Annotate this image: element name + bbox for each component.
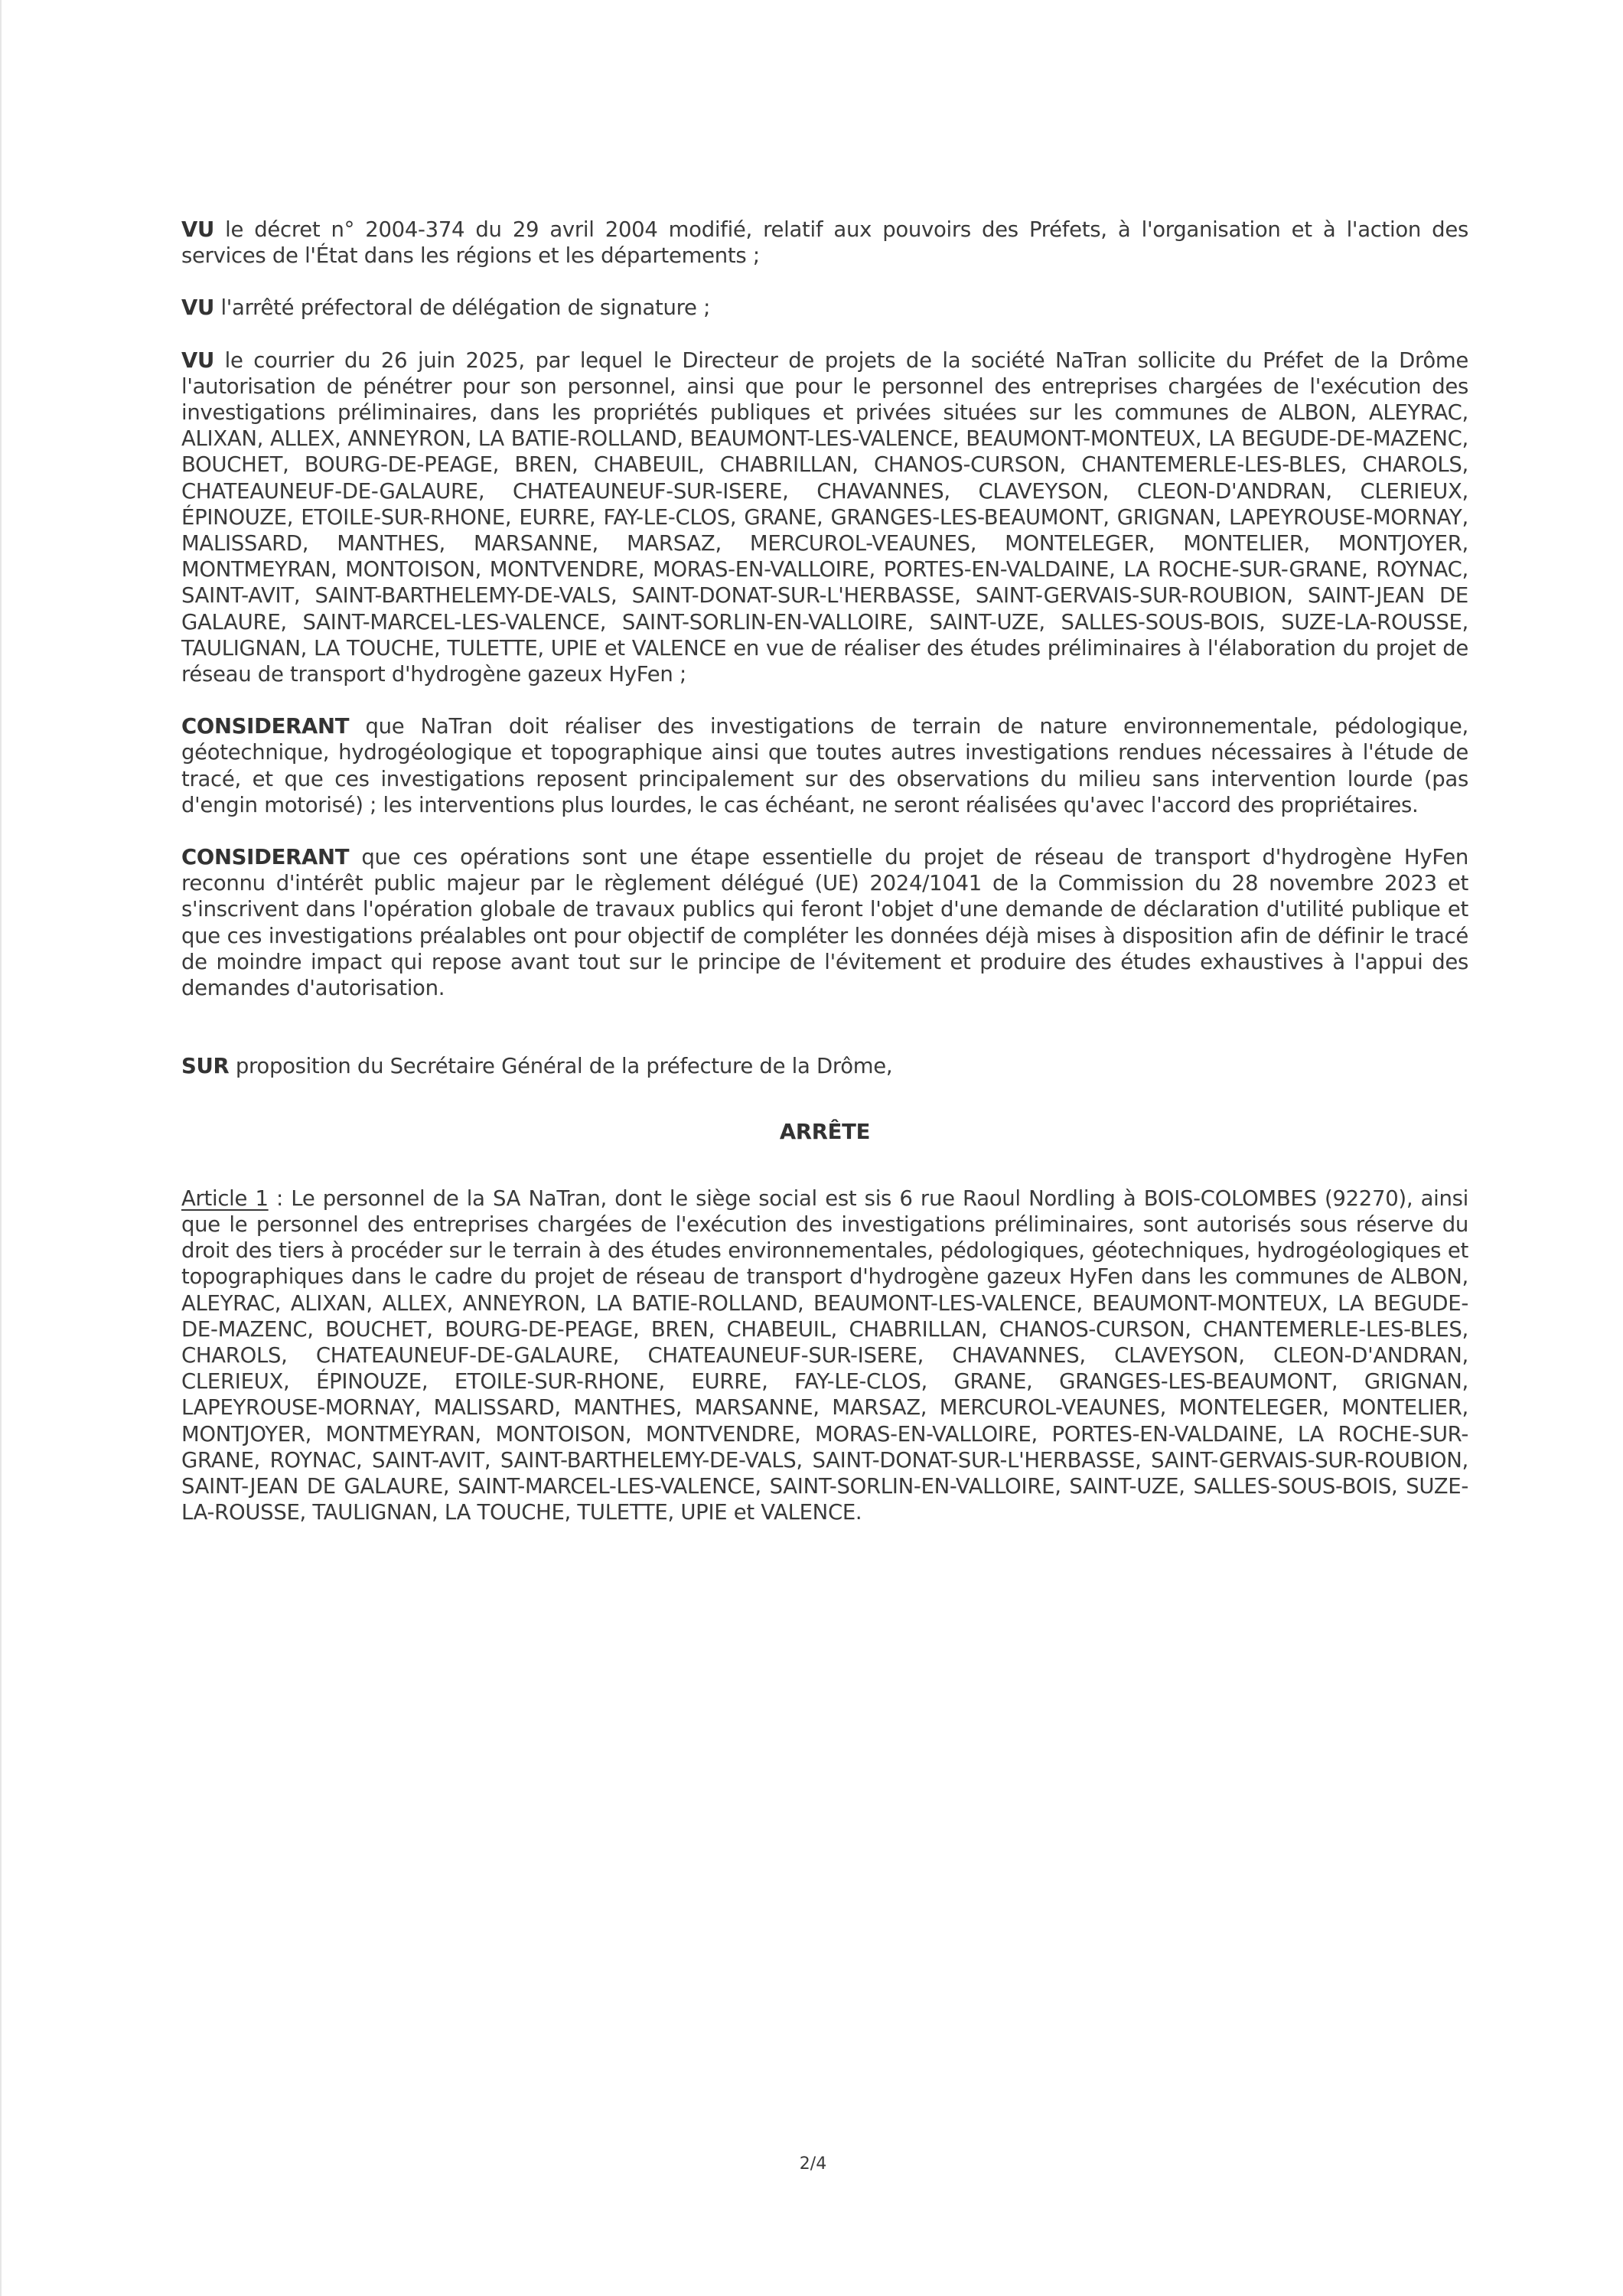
sur-proposition-text: proposition du Secrétaire Général de la préfecture de la Drôme, <box>229 1054 893 1079</box>
considerant-investigations-paragraph <box>181 713 1468 818</box>
vu-decree-paragraph <box>181 217 1468 269</box>
considerant-operations-paragraph <box>181 844 1468 1001</box>
article-1-paragraph <box>181 1186 1468 1526</box>
considerant-investigations-text: que NaTran doit réaliser des investigations de terrain de nature environnementale, pédologique, géotechnique, hydrogéologique et topographique ainsi que toutes autres investigations rendues nécessaires à l'étude de tracé, et que ces investigations reposent principalement sur des observations du milieu sans intervention lourde (pas d'engin motorisé) ; les interventions plus lourdes, le cas échéant, ne seront réalisées qu'avec l'accord des propriétaires. <box>181 714 1468 817</box>
decision-title: ARRÊTE <box>779 1120 871 1145</box>
considerant-keyword: CONSIDERANT <box>181 845 350 870</box>
vu-keyword: VU <box>181 347 215 373</box>
vu-delegation-paragraph <box>181 295 1468 321</box>
considerant-operations-text: que ces opérations sont une étape essentielle du projet de réseau de transport d'hydrogène HyFen reconnu d'intérêt public majeur par le règlement délégué (UE) 2024/1041 de la Commission du 28 novembre 2023 et s'inscrivent dans l'opération globale de travaux publics qui feront l'objet d'une demande de déclaration d'utilité publique et que ces investigations préalables ont pour objectif de compléter les données déjà mises à disposition afin de définir le tracé de moindre impact qui repose avant tout sur le principe de l'évitement et produire des études exhaustives à l'appui des demandes d'autorisation. <box>181 845 1468 1001</box>
sur-proposition-paragraph <box>181 1053 1468 1079</box>
article-1-label: Article 1 <box>181 1186 269 1211</box>
vu-keyword: VU <box>181 217 215 242</box>
page-number: 2/4 <box>799 2154 827 2174</box>
vu-letter-paragraph <box>181 347 1468 688</box>
article-1-text: : Le personnel de la SA NaTran, dont le siège social est sis 6 rue Raoul Nordling à BOIS-COLOMBES (92270), ainsi que le personnel des entreprises chargées de l'exécution des investigations préliminaires, sont autorisés sous réserve du droit des tiers à procéder sur le terrain à des études environnementales, pédologiques, géotechniques, hydrogéologiques et topographiques dans le cadre du projet de réseau de transport d'hydrogène gazeux HyFen dans les communes de ALBON, ALEYRAC, ALIXAN, ALLEX, ANNEYRON, LA BATIE-ROLLAND, BEAUMONT-LES-VALENCE, BEAUMONT-MONTEUX, LA BEGUDE-DE-MAZENC, BOUCHET, BOURG-DE-PEAGE, BREN, CHABEUIL, CHABRILLAN, CHANOS-CURSON, CHANTEMERLE-LES-BLES, CHAROLS, CHATEAUNEUF-DE-GALAURE, CHATEAUNEUF-SUR-ISERE, CHAVANNES, CLAVEYSON, CLEON-D'ANDRAN, CLERIEUX, ÉPINOUZE, ETOILE-SUR-RHONE, EURRE, FAY-LE-CLOS, GRANE, GRANGES-LES-BEAUMONT, GRIGNAN, LAPEYROUSE-MORNAY, MALISSARD, MANTHES, MARSANNE, MARSAZ, MERCUROL-VEAUNES, MONTELEGER, MONTELIER, MONTJOYER, MONTMEYRAN, MONTOISON, MONTVENDRE, MORAS-EN-VALLOIRE, PORTES-EN-VALDAINE, LA ROCHE-SUR-GRANE, ROYNAC, SAINT-AVIT, SAINT-BARTHELEMY-DE-VALS, SAINT-DONAT-SUR-L'HERBASSE, SAINT-GERVAIS-SUR-ROUBION, SAINT-JEAN DE GALAURE, SAINT-MARCEL-LES-VALENCE, SAINT-SORLIN-EN-VALLOIRE, SAINT-UZE, SALLES-SOUS-BOIS, SUZE-LA-ROUSSE, TAULIGNAN, LA TOUCHE, TULETTE, UPIE et VALENCE. <box>181 1186 1468 1525</box>
vu-keyword: VU <box>181 295 215 321</box>
sur-keyword: SUR <box>181 1054 230 1079</box>
vu-letter-text: le courrier du 26 juin 2025, par lequel le Directeur de projets de la société NaTran sollicite du Préfet de la Drôme l'autorisation de pénétrer pour son personnel, ainsi que pour le personnel des entreprises chargées de l'exécution des investigations préliminaires, dans les propriétés publiques et privées situées sur les communes de ALBON, ALEYRAC, ALIXAN, ALLEX, ANNEYRON, LA BATIE-ROLLAND, BEAUMONT-LES-VALENCE, BEAUMONT-MONTEUX, LA BEGUDE-DE-MAZENC, BOUCHET, BOURG-DE-PEAGE, BREN, CHABEUIL, CHABRILLAN, CHANOS-CURSON, CHANTEMERLE-LES-BLES, CHAROLS, CHATEAUNEUF-DE-GALAURE, CHATEAUNEUF-SUR-ISERE, CHAVANNES, CLAVEYSON, CLEON-D'ANDRAN, CLERIEUX, ÉPINOUZE, ETOILE-SUR-RHONE, EURRE, FAY-LE-CLOS, GRANE, GRANGES-LES-BEAUMONT, GRIGNAN, LAPEYROUSE-MORNAY, MALISSARD, MANTHES, MARSANNE, MARSAZ, MERCUROL-VEAUNES, MONTELEGER, MONTELIER, MONTJOYER, MONTMEYRAN, MONTOISON, MONTVENDRE, MORAS-EN-VALLOIRE, PORTES-EN-VALDAINE, LA ROCHE-SUR-GRANE, ROYNAC, SAINT-AVIT, SAINT-BARTHELEMY-DE-VALS, SAINT-DONAT-SUR-L'HERBASSE, SAINT-GERVAIS-SUR-ROUBION, SAINT-JEAN DE GALAURE, SAINT-MARCEL-LES-VALENCE, SAINT-SORLIN-EN-VALLOIRE, SAINT-UZE, SALLES-SOUS-BOIS, SUZE-LA-ROUSSE, TAULIGNAN, LA TOUCHE, TULETTE, UPIE et VALENCE en vue de réaliser des études préliminaires à l'élaboration du projet de réseau de transport d'hydrogène gazeux HyFen ; <box>181 347 1468 687</box>
vu-delegation-text: l'arrêté préfectoral de délégation de signature ; <box>214 295 711 321</box>
considerant-keyword: CONSIDERANT <box>181 714 350 739</box>
document-body <box>181 217 1468 1525</box>
vu-decree-text: le décret n° 2004-374 du 29 avril 2004 modifié, relatif aux pouvoirs des Préfets, à l'organisation et à l'action des services de l'État dans les régions et les départements ; <box>181 217 1468 269</box>
